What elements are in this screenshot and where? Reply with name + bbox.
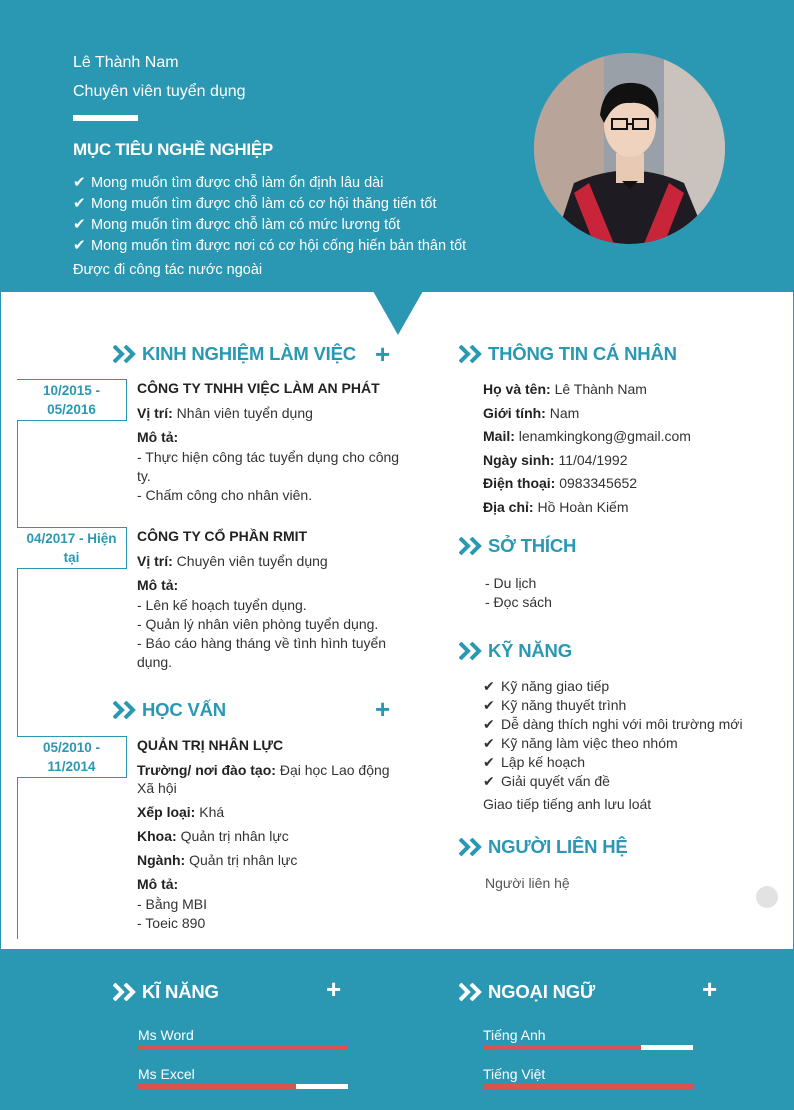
language-bar-fill xyxy=(483,1045,641,1050)
personal-info-list[interactable] xyxy=(483,379,691,520)
skill-item: ✔ Giải quyết vấn đề xyxy=(483,773,610,789)
skill-bar-label: Ms Word xyxy=(138,1027,194,1043)
objective-extra[interactable]: Được đi công tác nước ngoài xyxy=(73,262,263,278)
experience-entry-1[interactable] xyxy=(137,380,405,505)
experience-heading[interactable]: KINH NGHIỆM LÀM VIỆC xyxy=(113,343,356,365)
experience-date-1[interactable]: 10/2015 - 05/2016 xyxy=(17,379,127,421)
add-skill-button[interactable]: + xyxy=(326,974,342,1004)
skill-bar-fill xyxy=(138,1045,348,1050)
language-bar-fill xyxy=(483,1084,693,1089)
skill-item: ✔ Dễ dàng thích nghi với môi trường mới xyxy=(483,716,743,732)
add-language-button[interactable]: + xyxy=(702,974,718,1004)
double-chevron-icon xyxy=(113,345,137,363)
skills-extra[interactable]: Giao tiếp tiếng anh lưu loát xyxy=(483,796,652,812)
skill-bar[interactable] xyxy=(138,1084,348,1089)
language-bar[interactable] xyxy=(483,1084,693,1089)
personal-info-heading[interactable]: THÔNG TIN CÁ NHÂN xyxy=(459,343,677,365)
role-row: Vị trí: Chuyên viên tuyển dụng xyxy=(137,553,328,569)
check-icon: ✔ xyxy=(73,215,86,233)
hobby-item: - Du lịch xyxy=(485,575,537,591)
language-bar-label: Tiếng Anh xyxy=(483,1027,546,1043)
education-major: QUẢN TRỊ NHÂN LỰC xyxy=(137,737,284,753)
field-row: Ngành: Quản trị nhân lực xyxy=(137,852,298,868)
desc-lines: - Thực hiện công tác tuyển dụng cho công ty. - Chấm công cho nhân viên. xyxy=(137,449,400,503)
desc-label: Mô tả: xyxy=(137,577,179,593)
info-gender: Giới tính: Nam xyxy=(483,404,580,421)
info-address: Địa chỉ: Hồ Hoàn Kiếm xyxy=(483,498,629,515)
desc-lines: - Lên kế hoạch tuyển dụng. - Quản lý nhân viên phòng tuyển dụng. - Báo cáo hàng tháng về tình hình tuyển dụng. xyxy=(137,597,387,670)
skill-item: ✔ Kỹ năng thuyết trình xyxy=(483,697,627,713)
language-bar-label: Tiếng Việt xyxy=(483,1066,546,1082)
references-field[interactable]: Người liên hệ xyxy=(485,875,570,891)
objective-item[interactable]: ✔ Mong muốn tìm được chỗ làm có cơ hội thăng tiến tốt xyxy=(73,194,437,212)
footer-skills-heading[interactable]: KĨ NĂNG xyxy=(113,981,219,1003)
double-chevron-icon xyxy=(459,345,483,363)
check-icon: ✔ xyxy=(73,194,86,212)
company-name: CÔNG TY CỔ PHẦN RMIT xyxy=(137,528,308,544)
education-date[interactable]: 05/2010 - 11/2014 xyxy=(17,736,127,778)
references-heading[interactable]: NGƯỜI LIÊN HỆ xyxy=(459,836,628,858)
header-notch xyxy=(373,291,423,335)
double-chevron-icon xyxy=(113,983,137,1001)
skills-list[interactable] xyxy=(483,677,743,791)
double-chevron-icon xyxy=(459,983,483,1001)
check-icon: ✔ xyxy=(483,678,495,694)
check-icon: ✔ xyxy=(483,754,495,770)
candidate-position[interactable]: Chuyên viên tuyển dụng xyxy=(73,83,246,100)
desc-label: Mô tả: xyxy=(137,429,179,445)
add-education-button[interactable]: + xyxy=(375,694,391,724)
faculty-row: Khoa: Quản trị nhân lực xyxy=(137,828,289,844)
avatar[interactable] xyxy=(534,53,725,244)
scroll-indicator[interactable] xyxy=(756,886,778,908)
title-underline xyxy=(73,115,138,121)
check-icon: ✔ xyxy=(483,697,495,713)
avatar-photo xyxy=(534,53,725,244)
double-chevron-icon xyxy=(113,701,137,719)
info-name: Họ và tên: Lê Thành Nam xyxy=(483,381,647,397)
info-mail: Mail: lenamkingkong@gmail.com xyxy=(483,428,691,444)
objective-item[interactable]: ✔ Mong muốn tìm được chỗ làm có mức lương tốt xyxy=(73,215,401,233)
education-heading[interactable]: HỌC VẤN xyxy=(113,699,226,721)
role-row: Vị trí: Nhân viên tuyển dụng xyxy=(137,405,313,421)
objective-title[interactable]: MỤC TIÊU NGHỀ NGHIỆP xyxy=(73,140,273,159)
info-birthday: Ngày sinh: 11/04/1992 xyxy=(483,451,628,468)
hobbies-list[interactable] xyxy=(485,574,552,612)
info-phone: Điện thoại: 0983345652 xyxy=(483,475,638,491)
skill-bar-label: Ms Excel xyxy=(138,1066,195,1082)
double-chevron-icon xyxy=(459,642,483,660)
skill-item: ✔ Kỹ năng làm việc theo nhóm xyxy=(483,735,678,751)
experience-date-2[interactable]: 04/2017 - Hiện tại xyxy=(17,527,127,569)
candidate-name[interactable]: Lê Thành Nam xyxy=(73,54,179,71)
skill-bar[interactable] xyxy=(138,1045,348,1050)
header-banner xyxy=(1,1,793,292)
add-experience-button[interactable]: + xyxy=(375,339,391,369)
desc-lines: - Bằng MBI - Toeic 890 xyxy=(137,896,208,931)
objective-list xyxy=(73,172,466,256)
check-icon: ✔ xyxy=(483,773,495,789)
company-name: CÔNG TY TNHH VIỆC LÀM AN PHÁT xyxy=(137,380,380,396)
hobbies-heading[interactable]: SỞ THÍCH xyxy=(459,535,576,557)
check-icon: ✔ xyxy=(73,236,86,254)
education-entry[interactable] xyxy=(137,737,405,933)
check-icon: ✔ xyxy=(483,735,495,751)
skills-heading[interactable]: KỸ NĂNG xyxy=(459,640,572,662)
school-row: Trường/ nơi đào tạo: Đại học Lao động Xã hội xyxy=(137,762,390,796)
objective-item[interactable]: ✔ Mong muốn tìm được nơi có cơ hội cống hiến bản thân tốt xyxy=(73,236,467,254)
hobby-item: - Đọc sách xyxy=(485,594,552,610)
double-chevron-icon xyxy=(459,537,483,555)
timeline-line xyxy=(17,379,18,939)
experience-entry-2[interactable] xyxy=(137,528,405,672)
skill-bar-fill xyxy=(138,1084,296,1089)
double-chevron-icon xyxy=(459,838,483,856)
language-bar[interactable] xyxy=(483,1045,693,1050)
footer-banner xyxy=(1,949,793,1109)
objective-item[interactable]: ✔ Mong muốn tìm được chỗ làm ổn định lâu dài xyxy=(73,173,384,191)
skill-item: ✔ Lập kế hoạch xyxy=(483,754,586,770)
check-icon: ✔ xyxy=(73,173,86,191)
footer-languages-heading[interactable]: NGOẠI NGỮ xyxy=(459,981,595,1003)
desc-label: Mô tả: xyxy=(137,876,179,892)
rank-row: Xếp loại: Khá xyxy=(137,804,225,820)
check-icon: ✔ xyxy=(483,716,495,732)
skill-item: ✔ Kỹ năng giao tiếp xyxy=(483,678,610,694)
